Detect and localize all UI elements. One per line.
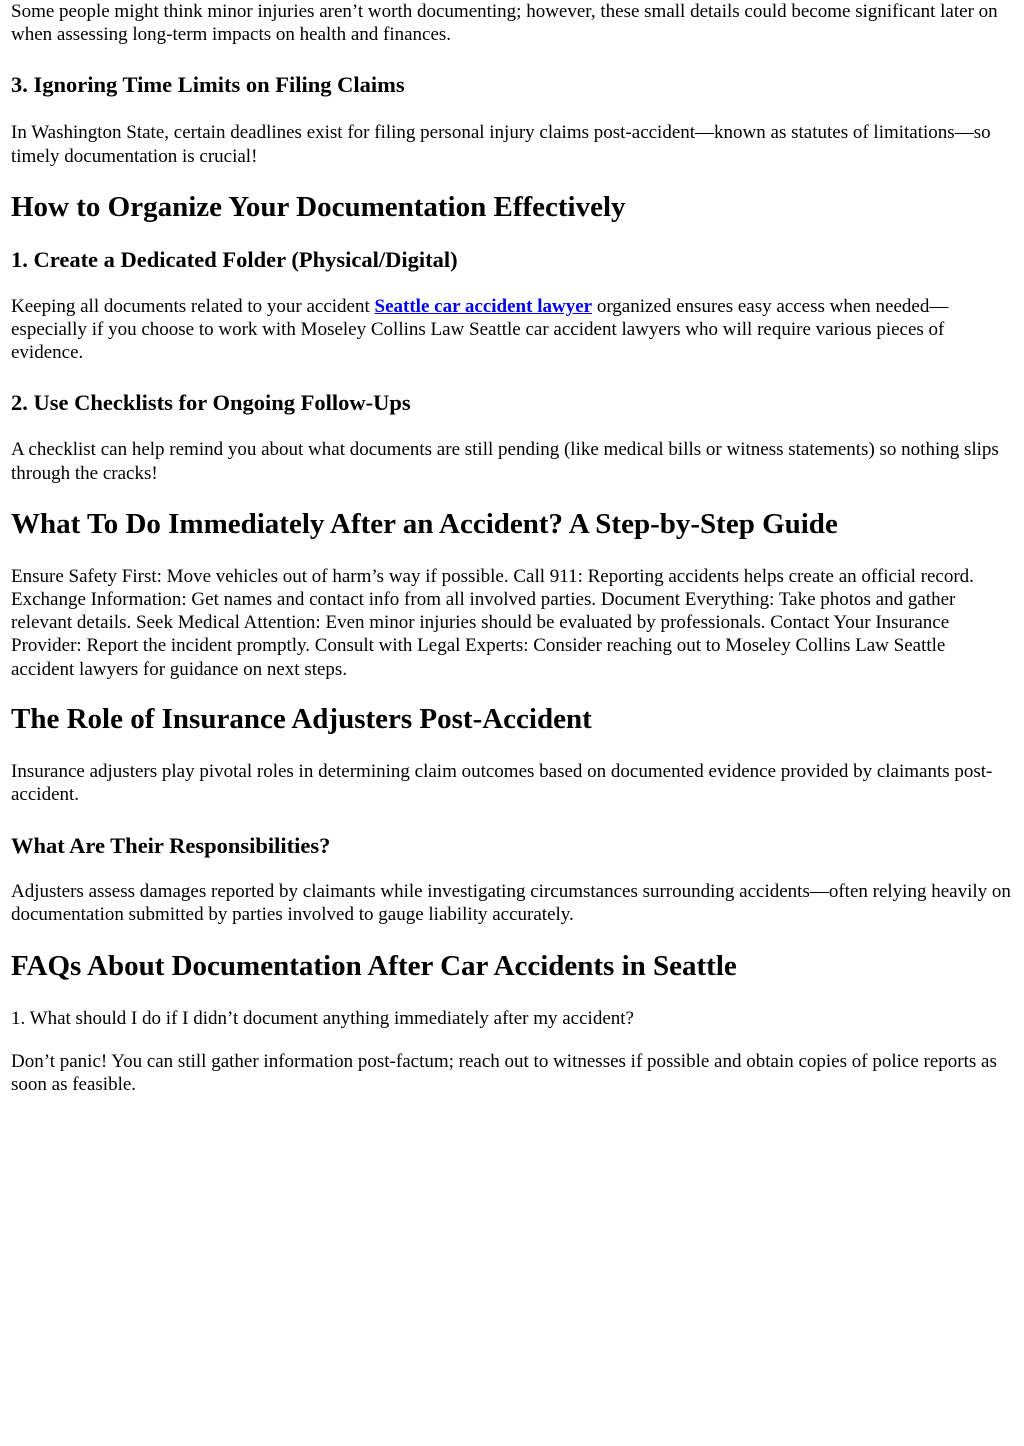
checklists-paragraph: A checklist can help remind you about what documents are still pending (like medical bills or witness statements) so nothing slips through the cracks! [11,439,999,484]
seattle-car-accident-lawyer-link[interactable]: Seattle car accident lawyer [374,295,593,317]
heading-responsibilities: What Are Their Responsibilities? [11,833,331,859]
heading-time-limits: 3. Ignoring Time Limits on Filing Claims [11,72,405,98]
heading-organize-documentation: How to Organize Your Documentation Effectively [11,190,626,223]
heading-faqs: FAQs About Documentation After Car Accidents in Seattle [11,949,737,982]
folder-paragraph [11,295,1013,365]
heading-dedicated-folder: 1. Create a Dedicated Folder (Physical/Digital) [11,246,458,272]
folder-text-before: Keeping all documents related to your accident [11,295,375,317]
responsibilities-paragraph: Adjusters assess damages reported by claimants while investigating circumstances surrounding accidents—often relying heavily on documentation submitted by parties involved to gauge liability accurately. [11,881,1011,926]
steps-paragraph: Ensure Safety First: Move vehicles out of harm’s way if possible. Call 911: Reporting accidents helps create an official record. Exchange Information: Get names and contact info from all involved parties. Document Everything: Take photos and gather relevant details. Seek Medical Attention: Even minor injuries should be evaluated by professionals. Contact Your Insurance Provider: Report the incident promptly. Consult with Legal Experts: Consider reaching out to Moseley Collins Law Seattle accident lawyers for guidance on next steps. [11,565,974,680]
heading-immediately-after: What To Do Immediately After an Accident? A Step-by-Step Guide [11,507,838,540]
heading-insurance-adjusters: The Role of Insurance Adjusters Post-Accident [11,702,592,735]
faq-question-1: 1. What should I do if I didn’t document anything immediately after my accident? [11,1007,634,1029]
adjusters-paragraph: Insurance adjusters play pivotal roles in determining claim outcomes based on documented evidence provided by claimants post-accident. [11,760,993,806]
intro-paragraph: Some people might think minor injuries aren’t worth documenting; however, these small details could become significant later on when assessing long-term impacts on health and finances. [11,1,998,46]
folder-text-after: organized ensures easy access when needed—especially if you choose to work with Moseley Collins Law Seattle car accident lawyers who will require various pieces of evidence. [11,295,949,364]
heading-checklists: 2. Use Checklists for Ongoing Follow-Ups [11,390,411,416]
faq-answer-1: Don’t panic! You can still gather information post-factum; reach out to witnesses if possible and obtain copies of police reports as soon as feasible. [11,1050,997,1096]
time-limits-paragraph: In Washington State, certain deadlines exist for filing personal injury claims post-accident—known as statutes of limitations—so timely documentation is crucial! [11,122,991,167]
